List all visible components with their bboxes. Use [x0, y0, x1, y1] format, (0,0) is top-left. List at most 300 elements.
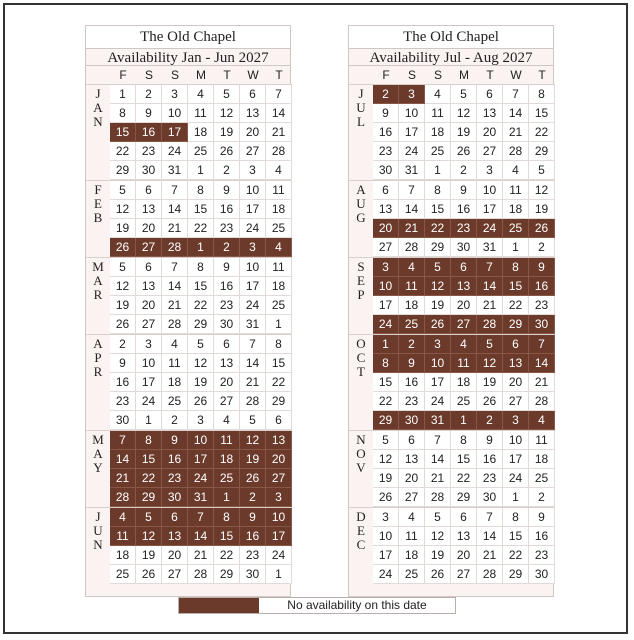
day-cell-unavailable: 25	[399, 315, 425, 334]
day-cell: 9	[214, 258, 240, 277]
day-cell: 7	[477, 508, 503, 527]
day-cell-unavailable: 5	[136, 508, 162, 527]
week-row	[373, 527, 555, 546]
week-row	[373, 450, 555, 469]
week-row	[110, 181, 292, 200]
day-cell: 28	[399, 238, 425, 257]
day-cell: 11	[162, 354, 188, 373]
month-block	[86, 334, 292, 430]
calendar-subtitle: Availability Jan - Jun 2027	[86, 48, 290, 66]
week-row	[110, 238, 292, 257]
day-cell: 16	[399, 373, 425, 392]
week-row	[110, 258, 292, 277]
month-weeks	[373, 258, 555, 334]
week-row	[373, 85, 555, 104]
day-cell: 26	[425, 565, 451, 584]
day-cell-unavailable: 29	[136, 488, 162, 507]
header-spacer	[86, 66, 110, 84]
month-label-letter: N	[356, 432, 366, 447]
day-cell: 16	[477, 450, 503, 469]
month-weeks	[110, 258, 292, 334]
day-cell: 10	[399, 104, 425, 123]
day-cell: 17	[503, 450, 529, 469]
day-cell: 24	[136, 392, 162, 411]
day-cell: 29	[110, 161, 136, 180]
day-cell: 19	[373, 469, 399, 488]
month-weeks	[110, 181, 292, 257]
day-cell-unavailable: 16	[136, 123, 162, 142]
day-cell-unavailable: 14	[188, 527, 214, 546]
day-cell: 25	[399, 565, 425, 584]
day-cell: 10	[136, 354, 162, 373]
week-row	[110, 508, 292, 527]
day-cell-unavailable: 24	[373, 315, 399, 334]
week-row	[373, 565, 555, 584]
day-cell-unavailable: 20	[266, 450, 292, 469]
day-cell-unavailable: 6	[451, 258, 477, 277]
day-cell: 5	[110, 181, 136, 200]
day-cell: 2	[214, 161, 240, 180]
day-cell-unavailable: 4	[399, 258, 425, 277]
day-cell: 1	[266, 565, 292, 584]
day-cell: 18	[503, 200, 529, 219]
month-weeks	[373, 85, 555, 180]
day-cell: 23	[373, 142, 399, 161]
day-cell: 3	[477, 161, 503, 180]
day-cell-unavailable: 17	[162, 123, 188, 142]
day-cell-unavailable: 27	[451, 315, 477, 334]
day-cell: 3	[136, 335, 162, 354]
legend-label: No availability on this date	[287, 598, 427, 612]
month-label-letter: U	[356, 100, 366, 115]
day-cell: 15	[373, 373, 399, 392]
month-label	[86, 85, 110, 180]
day-cell: 18	[399, 546, 425, 565]
day-cell: 27	[477, 142, 503, 161]
week-row	[373, 258, 555, 277]
day-cell-unavailable: 10	[188, 431, 214, 450]
day-cell-unavailable: 1	[373, 335, 399, 354]
calendar-title: The Old Chapel	[349, 26, 553, 48]
day-cell-unavailable: 7	[477, 258, 503, 277]
month-weeks	[373, 431, 555, 507]
day-cell: 27	[451, 565, 477, 584]
month-label	[349, 85, 373, 180]
day-cell: 9	[451, 181, 477, 200]
day-cell-unavailable: 12	[240, 431, 266, 450]
day-cell: 19	[136, 546, 162, 565]
day-cell-unavailable: 14	[529, 354, 555, 373]
day-cell-unavailable: 31	[188, 488, 214, 507]
month-weeks	[110, 508, 292, 584]
day-cell-unavailable: 1	[214, 488, 240, 507]
day-cell-unavailable: 11	[399, 277, 425, 296]
day-cell: 12	[373, 450, 399, 469]
day-cell: 21	[188, 546, 214, 565]
month-label-letter: R	[93, 287, 103, 302]
day-cell: 31	[240, 315, 266, 334]
day-cell: 4	[214, 411, 240, 430]
day-cell: 8	[188, 258, 214, 277]
day-cell: 25	[451, 392, 477, 411]
month-label-letter: P	[357, 287, 365, 302]
day-cell: 24	[266, 546, 292, 565]
day-cell: 8	[503, 508, 529, 527]
header-spacer	[349, 66, 373, 84]
day-cell: 2	[136, 85, 162, 104]
day-cell: 15	[266, 354, 292, 373]
month-block	[349, 430, 555, 507]
day-cell: 21	[162, 219, 188, 238]
day-cell: 30	[240, 565, 266, 584]
weekday-header: F	[382, 68, 390, 82]
weekday-header: W	[510, 68, 522, 82]
week-row	[373, 488, 555, 507]
day-cell-unavailable: 30	[162, 488, 188, 507]
day-cell-unavailable: 25	[214, 469, 240, 488]
day-cell-unavailable: 15	[110, 123, 136, 142]
month-label-letter: B	[93, 210, 103, 225]
day-cell: 14	[240, 354, 266, 373]
day-cell: 17	[477, 200, 503, 219]
month-label	[86, 258, 110, 334]
week-row	[373, 315, 555, 334]
day-cell-unavailable: 18	[214, 450, 240, 469]
month-weeks	[110, 431, 292, 507]
day-cell: 10	[162, 104, 188, 123]
week-row	[110, 85, 292, 104]
day-cell-unavailable: 10	[373, 277, 399, 296]
calendar-grid	[349, 66, 555, 584]
day-cell-unavailable: 8	[373, 354, 399, 373]
day-cell: 3	[240, 161, 266, 180]
day-cell-unavailable: 2	[214, 238, 240, 257]
day-cell-unavailable: 28	[162, 238, 188, 257]
day-cell: 11	[266, 181, 292, 200]
month-block	[86, 257, 292, 334]
day-cell-unavailable: 1	[188, 238, 214, 257]
day-cell: 10	[240, 258, 266, 277]
day-cell: 14	[162, 277, 188, 296]
day-cell: 18	[162, 373, 188, 392]
week-row	[110, 296, 292, 315]
week-row	[373, 546, 555, 565]
day-cell-unavailable: 24	[477, 219, 503, 238]
day-cell: 30	[529, 565, 555, 584]
week-row	[110, 142, 292, 161]
week-row	[373, 335, 555, 354]
week-row	[373, 392, 555, 411]
calendar-panel-jul-aug	[348, 25, 554, 597]
month-label-letter: G	[356, 210, 366, 225]
day-cell: 27	[214, 392, 240, 411]
day-cell-unavailable: 16	[240, 527, 266, 546]
month-block	[349, 84, 555, 180]
weekday-header-row	[86, 66, 292, 84]
day-cell: 14	[425, 450, 451, 469]
day-cell: 1	[503, 488, 529, 507]
day-cell: 21	[240, 373, 266, 392]
month-label-letter: E	[357, 273, 365, 288]
day-cell: 10	[477, 181, 503, 200]
day-cell: 11	[529, 431, 555, 450]
day-cell: 1	[425, 161, 451, 180]
day-cell: 14	[162, 200, 188, 219]
day-cell-unavailable: 21	[110, 469, 136, 488]
weekday-header: M	[196, 68, 206, 82]
weekday-header: S	[144, 68, 153, 82]
day-cell: 13	[214, 354, 240, 373]
day-cell: 13	[477, 104, 503, 123]
week-row	[373, 238, 555, 257]
week-row	[110, 315, 292, 334]
day-cell-unavailable: 11	[451, 354, 477, 373]
day-cell: 22	[214, 546, 240, 565]
weekday-header: F	[119, 68, 127, 82]
day-cell: 17	[373, 546, 399, 565]
day-cell: 27	[373, 238, 399, 257]
calendar-panel-jan-jun	[85, 25, 291, 597]
day-cell: 29	[451, 488, 477, 507]
month-label-letter: E	[357, 523, 365, 538]
day-cell: 4	[425, 85, 451, 104]
day-cell: 9	[529, 508, 555, 527]
day-cell: 12	[451, 104, 477, 123]
week-row	[373, 469, 555, 488]
day-cell: 22	[110, 142, 136, 161]
month-label-letter: S	[357, 259, 365, 274]
day-cell: 20	[240, 123, 266, 142]
day-cell: 16	[529, 527, 555, 546]
week-row	[110, 411, 292, 430]
day-cell: 25	[110, 565, 136, 584]
day-cell: 15	[529, 104, 555, 123]
month-label-letter: N	[93, 114, 103, 129]
day-cell-unavailable: 30	[529, 315, 555, 334]
day-cell: 24	[240, 219, 266, 238]
month-label-letter: Y	[93, 460, 103, 475]
day-cell-unavailable: 23	[162, 469, 188, 488]
day-cell-unavailable: 8	[136, 431, 162, 450]
day-cell: 27	[399, 488, 425, 507]
month-label-letter: A	[93, 446, 103, 461]
day-cell: 2	[451, 161, 477, 180]
day-cell: 30	[477, 488, 503, 507]
day-cell: 2	[529, 238, 555, 257]
day-cell-unavailable: 9	[529, 258, 555, 277]
day-cell: 20	[503, 373, 529, 392]
day-cell: 11	[266, 258, 292, 277]
month-label	[349, 258, 373, 334]
month-label-letter: O	[356, 446, 366, 461]
month-block	[349, 507, 555, 584]
week-row	[110, 104, 292, 123]
day-cell: 5	[529, 161, 555, 180]
day-cell: 18	[451, 373, 477, 392]
day-cell-unavailable: 7	[110, 431, 136, 450]
day-cell: 26	[214, 142, 240, 161]
day-cell: 18	[188, 123, 214, 142]
day-cell: 28	[162, 315, 188, 334]
day-cell: 21	[266, 123, 292, 142]
day-cell: 16	[451, 200, 477, 219]
day-cell-unavailable: 4	[529, 411, 555, 430]
day-cell: 14	[477, 527, 503, 546]
day-cell-unavailable: 5	[477, 335, 503, 354]
day-cell: 6	[136, 258, 162, 277]
week-row	[110, 200, 292, 219]
day-cell-unavailable: 22	[425, 219, 451, 238]
day-cell: 7	[266, 85, 292, 104]
week-row	[373, 123, 555, 142]
day-cell: 11	[503, 181, 529, 200]
day-cell: 12	[529, 181, 555, 200]
day-cell: 20	[399, 469, 425, 488]
week-row	[373, 411, 555, 430]
month-label-letter: M	[92, 259, 104, 274]
day-cell: 19	[451, 123, 477, 142]
day-cell: 27	[136, 315, 162, 334]
day-cell: 25	[162, 392, 188, 411]
month-block	[86, 507, 292, 584]
day-cell: 21	[162, 296, 188, 315]
day-cell-unavailable: 15	[503, 277, 529, 296]
day-cell: 22	[266, 373, 292, 392]
day-cell-unavailable: 9	[240, 508, 266, 527]
day-cell: 26	[451, 142, 477, 161]
day-cell: 25	[529, 469, 555, 488]
day-cell-unavailable: 4	[451, 335, 477, 354]
day-cell-unavailable: 29	[373, 411, 399, 430]
day-cell-unavailable: 29	[503, 315, 529, 334]
day-cell-unavailable: 14	[477, 277, 503, 296]
day-cell-unavailable: 26	[529, 219, 555, 238]
day-cell: 18	[266, 277, 292, 296]
month-label-letter: L	[357, 114, 365, 129]
day-cell: 19	[214, 123, 240, 142]
month-label-letter: C	[356, 350, 366, 365]
weekday-header: W	[247, 68, 259, 82]
day-cell: 27	[503, 392, 529, 411]
day-cell: 12	[425, 527, 451, 546]
day-cell: 27	[162, 565, 188, 584]
day-cell: 9	[110, 354, 136, 373]
day-cell: 15	[451, 450, 477, 469]
day-cell: 1	[136, 411, 162, 430]
day-cell: 12	[214, 104, 240, 123]
day-cell: 23	[477, 469, 503, 488]
day-cell: 8	[451, 431, 477, 450]
day-cell: 16	[214, 200, 240, 219]
day-cell: 20	[214, 373, 240, 392]
day-cell-unavailable: 3	[266, 488, 292, 507]
day-cell: 20	[477, 123, 503, 142]
week-row	[373, 508, 555, 527]
day-cell: 12	[188, 354, 214, 373]
day-cell: 4	[399, 508, 425, 527]
weekday-header: S	[433, 68, 442, 82]
day-cell: 23	[214, 296, 240, 315]
day-cell: 23	[136, 142, 162, 161]
day-cell: 2	[162, 411, 188, 430]
week-row	[110, 335, 292, 354]
day-cell: 22	[503, 296, 529, 315]
day-cell: 21	[477, 546, 503, 565]
day-cell: 26	[136, 565, 162, 584]
day-cell: 5	[214, 85, 240, 104]
week-row	[110, 546, 292, 565]
day-cell: 6	[266, 411, 292, 430]
day-cell: 12	[110, 200, 136, 219]
day-cell: 29	[266, 392, 292, 411]
month-label	[86, 508, 110, 584]
day-cell-unavailable: 3	[503, 411, 529, 430]
month-label-letter: A	[93, 273, 103, 288]
day-cell: 8	[188, 181, 214, 200]
month-weeks	[110, 85, 292, 180]
day-cell: 13	[399, 450, 425, 469]
month-weeks	[373, 508, 555, 584]
week-row	[110, 488, 292, 507]
week-row	[110, 219, 292, 238]
day-cell-unavailable: 27	[266, 469, 292, 488]
day-cell-unavailable: 2	[373, 85, 399, 104]
week-row	[110, 450, 292, 469]
day-cell: 22	[451, 469, 477, 488]
month-block	[86, 180, 292, 257]
day-cell-unavailable: 24	[188, 469, 214, 488]
day-cell-unavailable: 21	[399, 219, 425, 238]
day-cell: 8	[425, 181, 451, 200]
day-cell: 17	[425, 373, 451, 392]
day-cell: 10	[373, 527, 399, 546]
week-row	[110, 354, 292, 373]
day-cell-unavailable: 22	[136, 469, 162, 488]
month-label-letter: J	[95, 509, 101, 524]
week-row	[373, 219, 555, 238]
day-cell: 7	[162, 258, 188, 277]
day-cell: 24	[399, 142, 425, 161]
day-cell-unavailable: 6	[503, 335, 529, 354]
day-cell: 28	[503, 142, 529, 161]
month-label-letter: A	[93, 336, 103, 351]
calendar-grid	[86, 66, 292, 584]
month-block	[86, 430, 292, 507]
day-cell: 29	[214, 565, 240, 584]
day-cell: 6	[451, 508, 477, 527]
day-cell: 11	[188, 104, 214, 123]
day-cell: 4	[188, 85, 214, 104]
day-cell-unavailable: 19	[240, 450, 266, 469]
day-cell: 26	[110, 315, 136, 334]
day-cell: 28	[240, 392, 266, 411]
month-label	[349, 181, 373, 257]
day-cell: 13	[136, 200, 162, 219]
day-cell: 12	[110, 277, 136, 296]
day-cell: 30	[136, 161, 162, 180]
month-label-letter: J	[358, 86, 364, 101]
day-cell: 9	[136, 104, 162, 123]
month-block	[86, 84, 292, 180]
week-row	[373, 431, 555, 450]
day-cell: 18	[266, 200, 292, 219]
day-cell-unavailable: 7	[529, 335, 555, 354]
day-cell: 26	[477, 392, 503, 411]
day-cell: 8	[529, 85, 555, 104]
day-cell: 3	[162, 85, 188, 104]
day-cell: 15	[425, 200, 451, 219]
day-cell: 20	[451, 296, 477, 315]
